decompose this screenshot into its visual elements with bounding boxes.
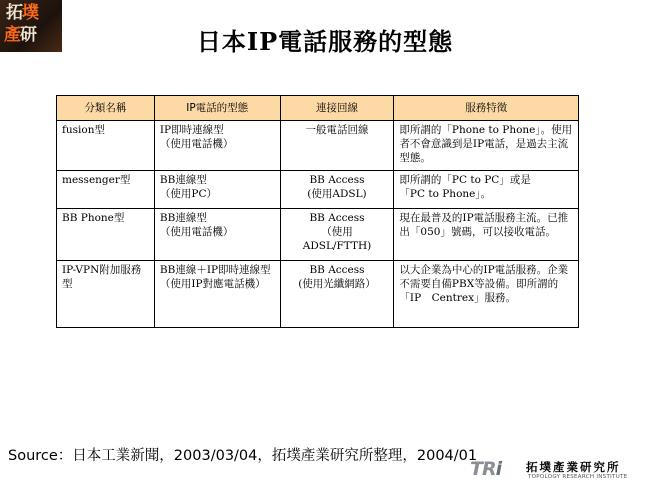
header-ip-phone-type: IP電話的型態 — [154, 96, 280, 121]
cell-connection-line — [280, 261, 394, 328]
cell-text: BB連線型 （使用電話機） — [159, 212, 234, 238]
cell-connection-line — [280, 171, 394, 209]
cell-category: messenger型 — [57, 171, 155, 209]
logo-line-2: 產研 — [4, 25, 36, 45]
cell-category: fusion型 — [57, 121, 155, 171]
logo-line-1: 拓墣 — [6, 3, 38, 23]
header-connection-line: 連接回線 — [280, 96, 394, 121]
cell-service-features — [394, 171, 579, 209]
cell-text: BB Access (使用ADSL) — [307, 174, 367, 200]
cell-text: IP即時連線型 （使用電話機） — [159, 124, 234, 150]
cell-ip-phone-type: BB連線＋IP即時連線型（使用IP對應電話機） — [154, 261, 280, 328]
cell-connection-line: 一般電話回線 — [280, 121, 394, 171]
table-row — [57, 209, 579, 261]
cell-service-features: 即所謂的「Phone to Phone」。使用者不會意識到是IP電話，是過去主流型態。 — [394, 121, 579, 171]
table-row — [57, 171, 579, 209]
table-row — [57, 261, 579, 328]
cell-category: BB Phone型 — [57, 209, 155, 261]
cell-category: IP-VPN附加服務型 — [57, 261, 155, 328]
tri-logo-mark: TRi — [470, 458, 502, 480]
cell-text: BB連線型 （使用PC） — [159, 174, 217, 200]
tri-logo-english-name: TOPOLOGY RESEARCH INSTITUTE — [528, 474, 628, 480]
cell-text: 即所謂的「PC to PC」或是 「PC to Phone」。 — [399, 174, 531, 200]
cell-ip-phone-type — [154, 121, 280, 171]
cell-text: BB Access (使用光纖網路） — [298, 264, 376, 290]
header-service-features: 服務特徵 — [394, 96, 579, 121]
header-category: 分類名稱 — [57, 96, 155, 121]
page-title: 日本IP電話服務的型態 — [196, 27, 454, 56]
tri-logo-chinese-name: 拓墣產業研究所 — [526, 460, 621, 474]
tri-footer-logo — [470, 458, 650, 485]
ip-phone-types-table — [56, 95, 579, 328]
cell-ip-phone-type — [154, 171, 280, 209]
table-row — [57, 121, 579, 171]
cell-service-features: 以大企業為中心的IP電話服務。企業不需要自備PBX等設備。即所謂的「IP Centrex」服務。 — [394, 261, 579, 328]
cell-connection-line — [280, 209, 394, 261]
cell-ip-phone-type — [154, 209, 280, 261]
table-header-row — [57, 96, 579, 121]
cell-text: BB Access （使用 ADSL/FTTH) — [302, 212, 372, 252]
cell-service-features: 現在最普及的IP電話服務主流。已推出「050」號碼，可以接收電話。 — [394, 209, 579, 261]
source-note: Source：日本工業新聞，2003/03/04，拓墣產業研究所整理，2004/01 — [8, 448, 478, 464]
